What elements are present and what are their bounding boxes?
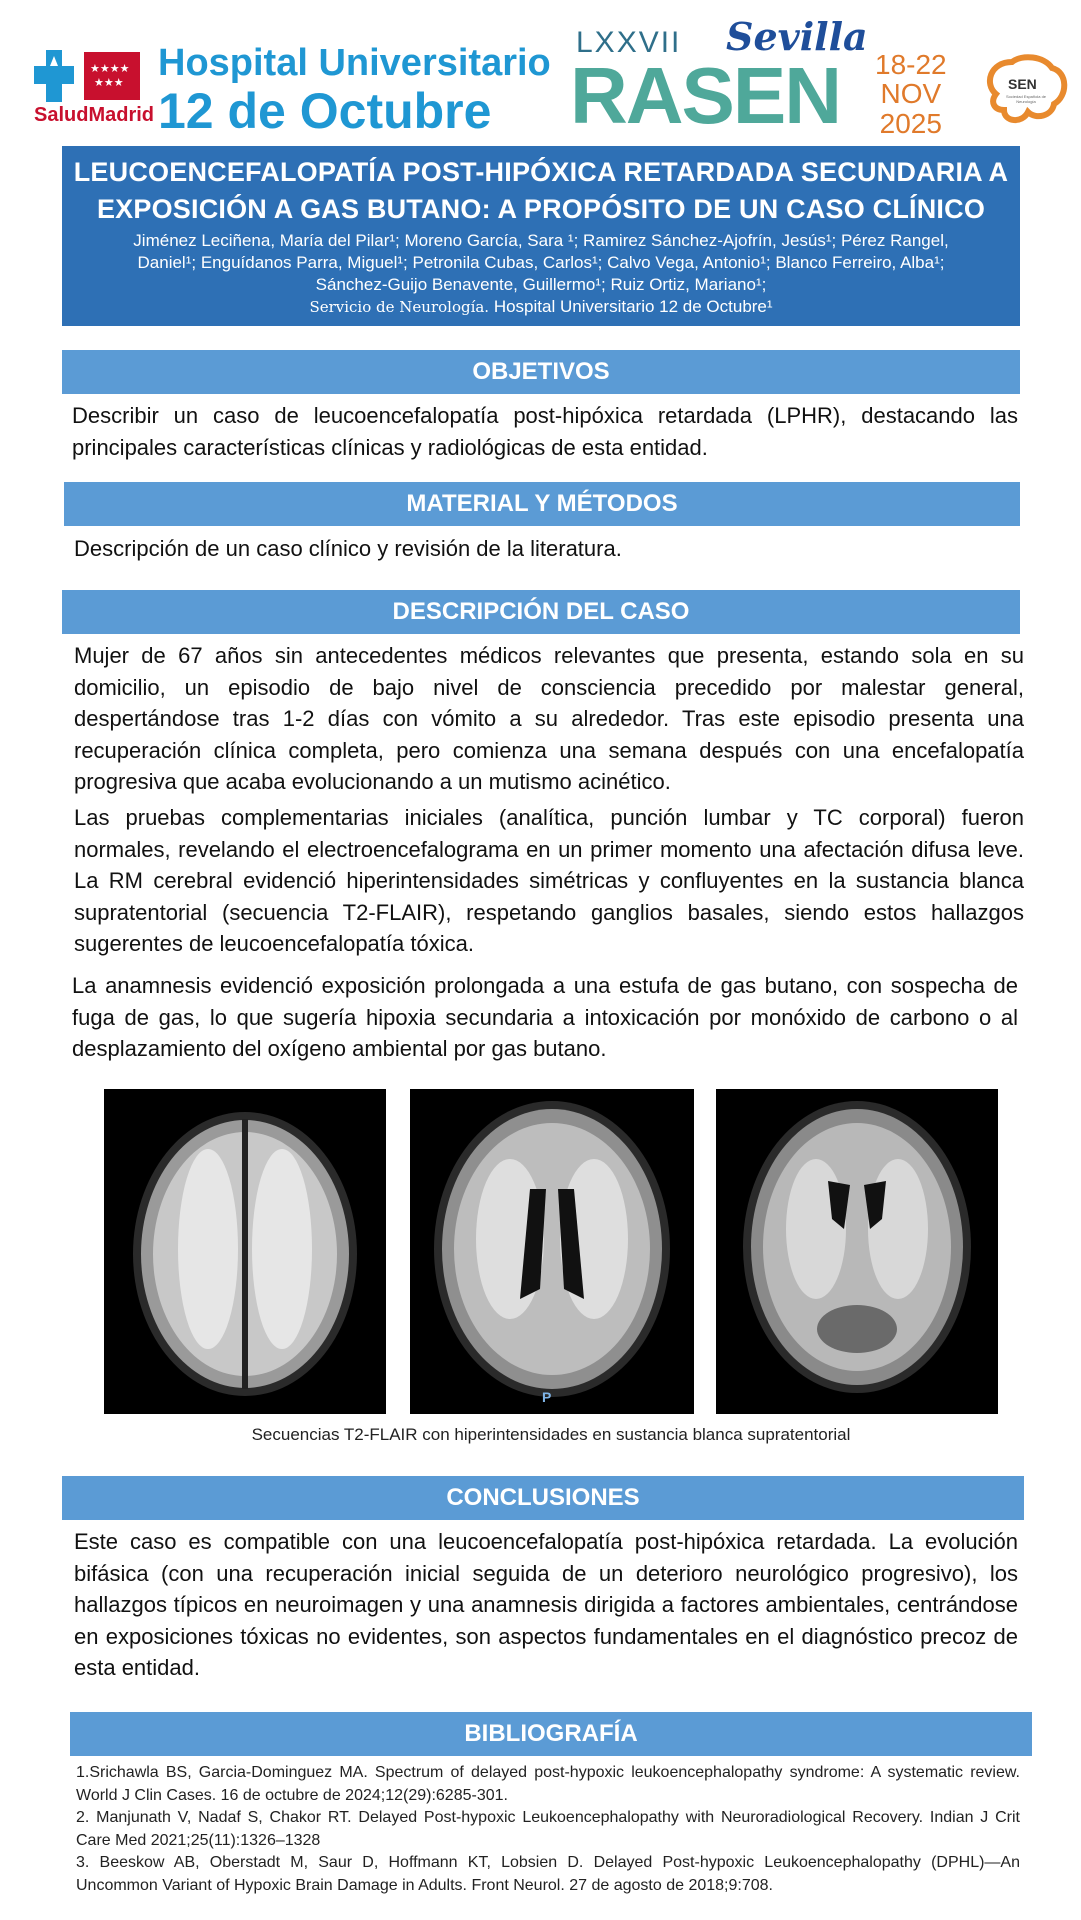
section-header-objetivos: OBJETIVOS	[62, 350, 1020, 394]
hospital-name-line2: 12 de Octubre	[158, 83, 492, 139]
authors-line2: Daniel¹; Enguídanos Parra, Miguel¹; Petronila Cubas, Carlos¹; Calvo Vega, Antonio¹; Blanco Ferreiro, Alba¹;	[137, 253, 945, 272]
sen-logo-subtitle: Sociedad Española de Neurología	[1005, 94, 1047, 104]
affiliation-department: Servicio de Neurología.	[309, 298, 490, 316]
sen-logo-text: SEN	[1008, 76, 1037, 92]
congress-date	[875, 50, 947, 138]
hospital-name	[158, 42, 551, 139]
bibliography-list	[76, 1762, 1020, 1897]
authors	[80, 230, 1002, 296]
congress-number: LXXVII	[576, 26, 682, 59]
title-line2: EXPOSICIÓN A GAS BUTANO: A PROPÓSITO DE UN CASO CLÍNICO	[96, 194, 986, 224]
mri-image-1	[104, 1089, 386, 1414]
caso-paragraph-2: Las pruebas complementarias iniciales (analítica, punción lumbar y TC corporal) fueron normales, revelando el electroencefalograma en un primer momento una afectación difusa leve. La RM cerebral evidenció hiperintensidades simétricas y confluyentes en la sustancia blanca supratentorial (secuencia T2-FLAIR), respetando ganglios basales, siendo estos hallazgos sugerentes de leucoencefalopatía tóxica.	[74, 805, 1024, 956]
section-header-caso: DESCRIPCIÓN DEL CASO	[62, 590, 1020, 634]
reference-1: 1.Srichawla BS, Garcia-Dominguez MA. Spectrum of delayed post-hypoxic leukoencephalopathy syndrome: A systematic review. World J Clin Cases. 16 de octubre de 2024;12(29):6285-301.	[76, 1764, 1020, 1804]
congress-city: Sevilla	[726, 14, 868, 59]
salud-madrid-label: SaludMadrid	[34, 104, 155, 126]
reference-2: 2. Manjunath V, Nadaf S, Chakor RT. Delayed Post-hypoxic Leukoencephalopathy with Neuroradiological Recovery. Indian J Crit Care Med 2021;25(11):1326–1328	[76, 1809, 1020, 1849]
svg-text:★★★: ★★★	[94, 76, 124, 89]
title-line1: LEUCOENCEFALOPATÍA POST-HIPÓXICA RETARDADA SECUNDARIA A	[73, 157, 1009, 187]
affiliation-hospital: Hospital Universitario 12 de Octubre¹	[489, 297, 773, 316]
svg-text:★★★★: ★★★★	[90, 62, 130, 75]
congress-name: RASEN	[570, 51, 841, 140]
material-text: Descripción de un caso clínico y revisión de la literatura.	[74, 536, 622, 561]
hospital-name-line1: Hospital Universitario	[158, 42, 551, 84]
caso-paragraph-1: Mujer de 67 años sin antecedentes médicos relevantes que presenta, estando sola en su domicilio, un episodio de bajo nivel de consciencia precedido por malestar general, despertándose tras 1-2 días con vómito a su alrededor. Tras este episodio presenta una recuperación clínica completa, pero comienza una semana después con una encefalopatía progresiva que acaba evolucionando a un mutismo acinético.	[74, 643, 1024, 794]
objetivos-text: Describir un caso de leucoencefalopatía post-hipóxica retardada (LPHR), destacando las principales características clínicas y radiológicas de esta entidad.	[72, 403, 1018, 460]
mri-image-3	[716, 1089, 998, 1414]
section-header-bibliografia: BIBLIOGRAFÍA	[70, 1712, 1032, 1756]
authors-line1: Jiménez Leciñena, María del Pilar¹; Moreno García, Sara ¹; Ramirez Sánchez-Ajofrín, Jesús¹; Pérez Rangel,	[133, 231, 949, 250]
reference-3: 3. Beeskow AB, Oberstadt M, Saur D, Hoffmann KT, Lobsien D. Delayed Post-hypoxic Leukoencephalopathy (DPHL)—An Uncommon Variant of Hypoxic Brain Damage in Adults. Front Neurol. 27 de agosto de 2018;9:708.	[76, 1854, 1020, 1894]
date-year: 2025	[879, 107, 942, 139]
authors-line3: Sánchez-Guijo Benavente, Guillermo¹; Ruiz Ortiz, Mariano¹;	[315, 275, 767, 294]
image-orientation-marker: P	[542, 1389, 552, 1405]
section-header-conclusiones: CONCLUSIONES	[62, 1476, 1024, 1520]
image-caption: Secuencias T2-FLAIR con hiperintensidades en sustancia blanca supratentorial	[251, 1425, 851, 1444]
mri-image-2	[410, 1089, 694, 1414]
date-days: 18-22	[875, 49, 947, 80]
affiliation	[62, 296, 1020, 318]
date-month: NOV	[880, 78, 942, 110]
conclusiones-text: Este caso es compatible con una leucoencefalopatía post-hipóxica retardada. La evolución bifásica (con una recuperación inicial seguida de un deterioro neurológico progresivo), los hallazgos típicos en neuroimagen y una anamnesis dirigida a factores ambientales, centrándose en exposiciones tóxicas no evidentes, son aspectos fundamentales en el diagnóstico precoz de esta entidad.	[74, 1529, 1018, 1680]
title-block	[62, 146, 1020, 326]
poster-title	[62, 154, 1020, 228]
sen-logo	[982, 54, 1068, 124]
section-header-material: MATERIAL Y MÉTODOS	[64, 482, 1020, 526]
caso-paragraph-3: La anamnesis evidenció exposición prolongada a una estufa de gas butano, con sospecha de fuga de gas, lo que sugería hipoxia secundaria a intoxicación por monóxido de carbono o al desplazamiento del oxígeno ambiental por gas butano.	[72, 973, 1018, 1061]
